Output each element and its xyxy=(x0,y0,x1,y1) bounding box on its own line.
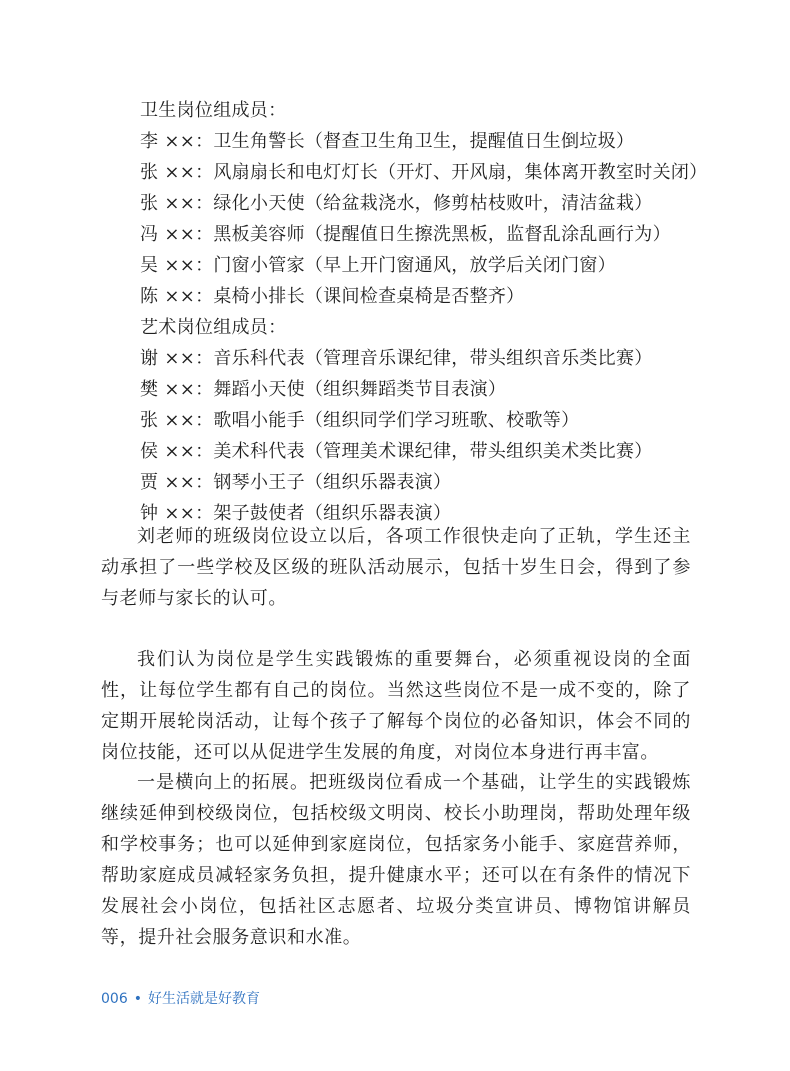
member-line: 谢 ××：音乐科代表（管理音乐课纪律，带头组织音乐类比赛） xyxy=(140,348,653,369)
member-line: 陈 ××：桌椅小排长（课间检查桌椅是否整齐） xyxy=(140,286,525,307)
member-line: 钟 ××：架子鼓使者（组织乐器表演） xyxy=(140,503,452,524)
book-title: 好生活就是好教育 xyxy=(148,991,260,1007)
page-number: 006 xyxy=(101,991,128,1007)
member-line: 张 ××：绿化小天使（给盆栽浇水，修剪枯枝败叶，清洁盆栽） xyxy=(140,193,653,214)
member-line: 樊 ××：舞蹈小天使（组织舞蹈类节目表演） xyxy=(140,379,507,400)
page-footer xyxy=(101,988,260,1008)
member-line: 张 ××：风扇扇长和电灯灯长（开灯、开风扇，集体离开教室时关闭） xyxy=(140,162,708,183)
member-line: 冯 ××：黑板美容师（提醒值日生擦洗黑板，监督乱涂乱画行为） xyxy=(140,224,671,245)
member-line: 侯 ××：美术科代表（管理美术课纪律，带头组织美术类比赛） xyxy=(140,441,653,462)
member-line: 李 ××：卫生角警长（督查卫生角卫生，提醒值日生倒垃圾） xyxy=(140,131,635,152)
group-heading: 卫生岗位组成员： xyxy=(140,100,287,121)
body-paragraph: 刘老师的班级岗位设立以后，各项工作很快走向了正轨，学生还主动承担了一些学校及区级的班队活动展示，包括十岁生日会，得到了参与老师与家长的认可。 xyxy=(101,526,691,609)
body-paragraph: 我们认为岗位是学生实践锻炼的重要舞台，必须重视设岗的全面性，让每位学生都有自己的岗位。当然这些岗位不是一成不变的，除了定期开展轮岗活动，让每个孩子了解每个岗位的必备知识，体会不同的岗位技能，还可以从促进学生发展的角度，对岗位本身进行再丰富。 xyxy=(101,649,691,763)
member-line: 贾 ××：钢琴小王子（组织乐器表演） xyxy=(140,472,452,493)
body-paragraph: 一是横向上的拓展。把班级岗位看成一个基础，让学生的实践锻炼继续延伸到校级岗位，包括校级文明岗、校长小助理岗，帮助处理年级和学校事务；也可以延伸到家庭岗位，包括家务小能手、家庭营养师，帮助家庭成员减轻家务负担，提升健康水平；还可以在有条件的情况下发展社会小岗位，包括社区志愿者、垃圾分类宣讲员、博物馆讲解员等，提升社会服务意识和水准。 xyxy=(101,772,691,948)
member-line: 张 ××：歌唱小能手（组织同学们学习班歌、校歌等） xyxy=(140,410,580,431)
post-member-list xyxy=(140,95,708,529)
member-line: 吴 ××：门窗小管家（早上开门窗通风，放学后关闭门窗） xyxy=(140,255,616,276)
footer-separator: • xyxy=(133,991,142,1007)
group-heading: 艺术岗位组成员： xyxy=(140,317,287,338)
